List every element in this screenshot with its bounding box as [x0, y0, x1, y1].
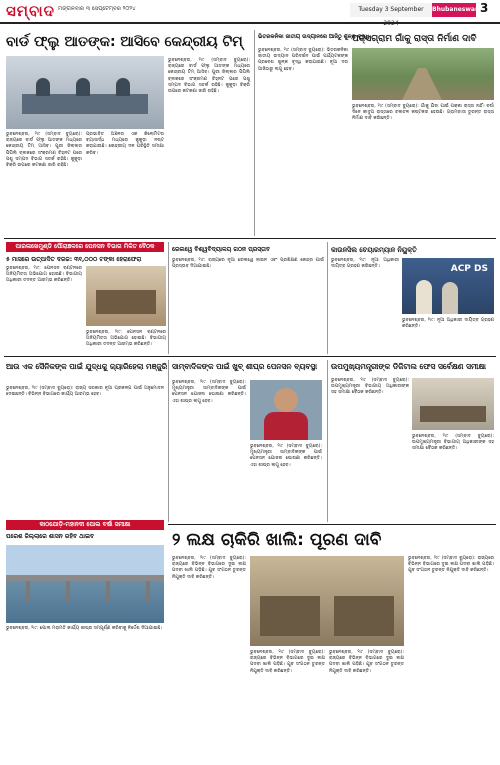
deputy-cm-body: ଭୁବନେଶ୍ବର, ୨ା୯ (ସମ୍ବାଦ ବ୍ୟୁରୋ): ଉପମୁଖ୍ୟମନ୍ତ୍ରୀ ବିଭାଗୀୟ ଅଧିକାରୀଙ୍କ ସହ ସମୀକ୍ଷା ବୈଠକ କରିଛନ୍ତି। — [331, 378, 409, 396]
jobs-body-3: ଭୁବନେଶ୍ବର, ୨ା୯ (ସମ୍ବାଦ ବ୍ୟୁରୋ): ରାଜ୍ୟରେ ବିଭିନ୍ନ ବିଭାଗରେ ଦୁଇ ଲକ୍ଷ ପଦବୀ ଖାଲି ପଡ଼ିଛି। ଯୁବ ସଂଗଠନ ତୁରନ୍ତ ନିଯୁକ୍ତି ଦାବି କରିଛନ୍ତି। — [329, 650, 404, 674]
road-demand-body: ଭୁବନେଶ୍ବର, ୨ା୯ (ସମ୍ବାଦ ବ୍ୟୁରୋ): ଗାଁକୁ ଯିବା ପାଇଁ ପକ୍କା ରାସ୍ତା ନାହିଁ। ବର୍ଷା ଦିନେ କାଦୁଅ ରାସ୍ତାରେ ଚଲାଚଳ କଷ୍ଟକର ହେଉଛି। ଗ୍ରାମବାସୀ ତୁରନ୍ତ ରାସ୍ତା ନିର୍ମାଣ ଦାବି କରିଛନ୍ତି। — [352, 104, 494, 122]
jobs-headline: ୨ ଲକ୍ଷ ଚାକିରି ଖାଲି: ପୂରଣ ଦାବି — [172, 530, 382, 550]
acp-headline: କାଉନସିଲ ଚେୟାରମ୍ୟାନ ନିୟୁକ୍ତି — [331, 246, 417, 254]
railway-headline: ରେଲୱେ ବିଶ୍ୱବିଦ୍ୟାଳୟ ଗଠନ ପ୍ରସ୍ତାବ — [172, 246, 271, 253]
jobs-body: ଭୁବନେଶ୍ବର, ୨ା୯ (ସମ୍ବାଦ ବ୍ୟୁରୋ): ରାଜ୍ୟରେ ବିଭିନ୍ନ ବିଭାଗରେ ଦୁଇ ଲକ୍ଷ ପଦବୀ ଖାଲି ପଡ଼ିଛି। ଯୁବ ସଂଗଠନ ତୁରନ୍ତ ନିଯୁକ୍ତି ଦାବି କରିଛନ୍ତି। — [172, 556, 246, 580]
chief-minister-photo — [250, 380, 322, 440]
election-headline: ଆଉ ଏକ ସୈନିକଙ୍କ ପାଇଁ ଯୁଦ୍ଧକୁ ଜ୍ୟାରିହେଲା ମଞ୍ଜୁରି — [6, 362, 168, 371]
bridge-headline: ପରେଶ ଜିଲ୍ଲାରେ ଶାସନ ରହିବ ଥାଇବ — [6, 533, 95, 540]
cm-pension-headline: ସାମ୍ବାଦିକଙ୍କ ପାଇଁ ଖୁବ୍ ଶୀଘ୍ର ପେନସନ ବ୍ୟବସ୍ଥା — [172, 362, 318, 371]
pension-body-2: ଭୁବନେଶ୍ବର, ୨ା୯: ପେନସନ ବଣ୍ଟନରେ ଅନିୟମିତତା ଅଭିଯୋଗ ହୋଇଛି। ବିଭାଗୀୟ ଅଧିକାରୀ ତଦନ୍ତ ଆରମ୍ଭ କରିଛନ୍ତି। — [86, 330, 166, 348]
acp-event-photo — [402, 258, 494, 314]
masthead — [0, 0, 500, 27]
bridge-body: ଭୁବନେଶ୍ବର, ୨ା୯: ପୋଲ ମରାମତି କାର୍ଯ୍ୟ ଶୀଘ୍ର ସମ୍ପୂର୍ଣ୍ଣ କରିବାକୁ ନିର୍ଦ୍ଦେଶ ଦିଆଯାଇଛି। — [6, 626, 163, 631]
railway-body: ଭୁବନେଶ୍ବର, ୨ା୯: ରାଜ୍ୟରେ ନୂଆ ରେଲୱେ ଲାଇନ ଏବଂ ପ୍ରଶିକ୍ଷଣ କେନ୍ଦ୍ର ପାଇଁ ପ୍ରସ୍ତାବ ଦିଆଯାଇଛି। — [172, 258, 324, 270]
issue-date: Tuesday 3 September 2024 — [350, 3, 432, 17]
bridge-photo — [6, 545, 164, 623]
bird-flu-body-3: ଭୁବନେଶ୍ବର, ୨ା୯ (ସମ୍ବାଦ ବ୍ୟୁରୋ): ରାଜ୍ୟରେ ବାର୍ଡ ଫ୍ଲୁ ଆତଙ୍କ ମଧ୍ୟରେ କେନ୍ଦ୍ରୀୟ ଟିମ୍ ଆସିବ। ପୁରୀ ଜିଲ୍ଲାର ପିପିଲି ବ୍ଲକରେ ସଂକ୍ରମଣ ଚିହ୍ନଟ ପରେ ପଶୁ ସମ୍ପଦ ବିଭାଗ ସତର୍କ ରହିଛି। କୁକୁଡ଼ା ବିକ୍ରି ଉପରେ କଟକଣା ଜାରି ରହିଛି। — [168, 58, 250, 95]
election-body: ଭୁବନେଶ୍ବର, ୨ା୯ (ସମ୍ବାଦ ବ୍ୟୁରୋ): ରାଜ୍ୟ ସରକାର ନୂଆ ପ୍ରକଳ୍ପ ପାଇଁ ଅନୁମୋଦନ ଦେଇଛନ୍ତି। ବିଭିନ୍ନ ବିଭାଗରେ କାର୍ଯ୍ୟ ଆରମ୍ଭ ହେବ। — [6, 386, 164, 398]
cm-pension-body: ଭୁବନେଶ୍ବର, ୨ା୯ (ସମ୍ବାଦ ବ୍ୟୁରୋ): ମୁଖ୍ୟମନ୍ତ୍ରୀ ସାମ୍ବାଦିକଙ୍କ ପାଇଁ ପେନସନ ଯୋଜନା ଘୋଷଣା କରିଛନ୍ତି। ଏହା ଶୀଘ୍ର ଲାଗୁ ହେବ। — [172, 380, 246, 404]
city-badge: Bhubaneswar — [432, 3, 476, 17]
pension-section-bar: ପାରଳାଖେମୁଣ୍ଡି ପୌରାଞ୍ଚଳରେ ପେନସନ ବିଭାଗ ମିଳିତ ବୈଠକ — [6, 242, 164, 252]
cm-pension-body-2: ଭୁବନେଶ୍ବର, ୨ା୯ (ସମ୍ବାଦ ବ୍ୟୁରୋ): ମୁଖ୍ୟମନ୍ତ୍ରୀ ସାମ୍ବାଦିକଙ୍କ ପାଇଁ ପେନସନ ଯୋଜନା ଘୋଷଣା କରିଛନ୍ତି। ଏହା ଶୀଘ୍ର ଲାଗୁ ହେବ। — [250, 444, 322, 468]
jobs-body-4: ଭୁବନେଶ୍ବର, ୨ା୯ (ସମ୍ବାଦ ବ୍ୟୁରୋ): ରାଜ୍ୟରେ ବିଭିନ୍ନ ବିଭାଗରେ ଦୁଇ ଲକ୍ଷ ପଦବୀ ଖାଲି ପଡ଼ିଛି। ଯୁବ ସଂଗଠନ ତୁରନ୍ତ ନିଯୁକ୍ତି ଦାବି କରିଛନ୍ତି। — [408, 556, 494, 574]
jobs-body-2: ଭୁବନେଶ୍ବର, ୨ା୯ (ସମ୍ବାଦ ବ୍ୟୁରୋ): ରାଜ୍ୟରେ ବିଭିନ୍ନ ବିଭାଗରେ ଦୁଇ ଲକ୍ଷ ପଦବୀ ଖାଲି ପଡ଼ିଛି। ଯୁବ ସଂଗଠନ ତୁରନ୍ତ ନିଯୁକ୍ତି ଦାବି କରିଛନ୍ତି। — [250, 650, 325, 674]
page-number: 3 — [480, 1, 489, 15]
edition-info: ମଙ୍ଗଳବାର ୩ ସେପ୍ଟେମ୍ବର ୨୦୨୪ — [58, 6, 136, 12]
pension-office-photo — [86, 266, 166, 326]
deputy-cm-body-2: ଭୁବନେଶ୍ବର, ୨ା୯ (ସମ୍ବାଦ ବ୍ୟୁରୋ): ଉପମୁଖ୍ୟମନ୍ତ୍ରୀ ବିଭାଗୀୟ ଅଧିକାରୀଙ୍କ ସହ ସମୀକ୍ଷା ବୈଠକ କରିଛନ୍ତି। — [412, 434, 494, 452]
bird-flu-body: ଭୁବନେଶ୍ବର, ୨ା୯ (ସମ୍ବାଦ ବ୍ୟୁରୋ): ରାଜ୍ୟରେ ବାର୍ଡ ଫ୍ଲୁ ଆତଙ୍କ ମଧ୍ୟରେ କେନ୍ଦ୍ରୀୟ ଟିମ୍ ଆସିବ। ପୁରୀ ଜିଲ୍ଲାର ପିପିଲି ବ୍ଲକରେ ସଂକ୍ରମଣ ଚିହ୍ନଟ ପରେ ପଶୁ ସମ୍ପଦ ବିଭାଗ ସତର୍କ ରହିଛି। କୁକୁଡ଼ା ବିକ୍ରି ଉପରେ କଟକଣା ଜାରି ରହିଛି। — [6, 132, 82, 169]
review-meeting-photo — [412, 378, 494, 430]
bhitarkanika-headline: ଭିତରକନିକା ଜାତୀୟ ଉଦ୍ୟାନରେ ଆଜିଠୁ ଶୁଳ୍କ ବୃଦ୍ଧି — [258, 34, 369, 40]
empty-office-photo — [250, 556, 404, 646]
acp-body: ଭୁବନେଶ୍ବର, ୨ା୯: ନୂଆ ଅଧିକାରୀ ଦାୟିତ୍ବ ଗ୍ରହଣ କରିଛନ୍ତି। — [331, 258, 399, 270]
bird-flu-meeting-photo — [6, 56, 164, 129]
bird-flu-body-2: ପ୍ରଭାବିତ ଅଞ୍ଚଳର ଏକ କିଲୋମିଟର ବ୍ୟାସାର୍ଦ୍ଧ ମଧ୍ୟରେ କୁକୁଡ଼ା ନଷ୍ଟ କରାଯାଉଛି। କେନ୍ଦ୍ରୀୟ ଦଳ ପରିସ୍ଥିତି ସମୀକ୍ଷା କରିବ। — [86, 132, 164, 156]
bhitarkanika-body: ଭୁବନେଶ୍ବର, ୨ା୯ (ସମ୍ବାଦ ବ୍ୟୁରୋ): ଭିତରକନିକା ଜାତୀୟ ଉଦ୍ୟାନ ପରିଦର୍ଶନ ପାଇଁ ପର୍ଯ୍ୟଟକଙ୍କ ପ୍ରବେଶ ଶୁଳ୍କ ବୃଦ୍ଧି କରାଯାଇଛି। ନୂଆ ଦର ଆଜିଠାରୁ ଲାଗୁ ହେବ। — [258, 48, 348, 72]
acp-body-2: ଭୁବନେଶ୍ବର, ୨ା୯: ନୂଆ ଅଧିକାରୀ ଦାୟିତ୍ବ ଗ୍ରହଣ କରିଛନ୍ତି। — [402, 318, 494, 330]
road-demand-headline: ପକ୍ସଗ୍ରାମ ଗାଁକୁ ରାସ୍ତା ନିର୍ମାଣ ଦାବି — [352, 34, 477, 44]
acp-photo-label: ACP DS — [450, 264, 488, 274]
pension-body: ଭୁବନେଶ୍ବର, ୨ା୯: ପେନସନ ବଣ୍ଟନରେ ଅନିୟମିତତା ଅଭିଯୋଗ ହୋଇଛି। ବିଭାଗୀୟ ଅଧିକାରୀ ତଦନ୍ତ ଆରମ୍ଭ କରିଛନ୍ତି। — [6, 266, 82, 284]
pension-headline: ୫ ମାସରେ ଉତ୍ପାଦିତ ଦରଜ: ୩୧,୦୦୦ ଟଙ୍କା ହେରାଫେରା — [6, 256, 142, 263]
newspaper-logo: ସମ୍ବାଦ — [6, 2, 55, 20]
muddy-road-photo — [352, 48, 494, 100]
bridge-section-bar: କାଠଯୋଡ଼ି-ମହାନଦୀ ପୋଲ ବର୍ଷା ସମୀକ୍ଷା — [6, 520, 164, 530]
deputy-cm-headline: ଉପମୁଖ୍ୟମନ୍ତ୍ରୀଙ୍କ ଡିଜିଟାଲ ଫେସ ସର୍ବେକ୍ଷଣ ସମୀକ୍ଷା — [331, 362, 486, 371]
bird-flu-headline: ବାର୍ଡ ଫ୍ଲୁ ଆତଙ୍କ: ଆସିବେ କେନ୍ଦ୍ରୀୟ ଟିମ୍ — [6, 34, 243, 50]
